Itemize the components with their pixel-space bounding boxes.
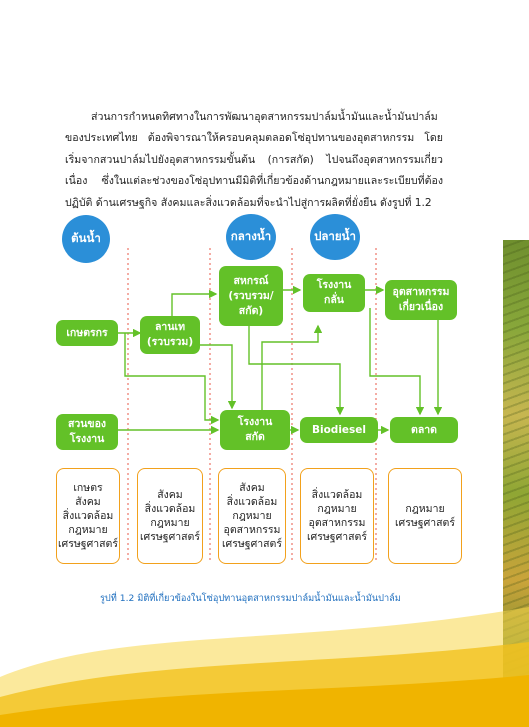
related-line-1: อุตสาหกรรม bbox=[392, 286, 450, 298]
box-market: ตลาด bbox=[390, 417, 458, 443]
box-collection-yard bbox=[140, 316, 200, 354]
coop-line-2: (รวบรวม/ bbox=[228, 289, 274, 302]
dim-1-4: กฎหมาย bbox=[68, 524, 108, 536]
dim-4-1: สิ่งแวดล้อม bbox=[311, 489, 363, 501]
dim-1-1: เกษตร bbox=[73, 482, 103, 494]
body-paragraph: ส่วนการกำหนดทิศทางในการพัฒนาอุตสาหกรรมปาล์มน้ำมันและน้ำมันปาล์มของประเทศไทย ต้องพิจารณาให้ครอบคลุมตลอดโซ่อุปทานของอุตสาหกรรม โดยเริ่มจากสวนปาล์มไปยังอุตสาหกรรมขั้นต้น (การสกัด) ไปจนถึงอุตสาหกรรมเกี่ยวเนื่อง ซึ่งในแต่ละช่วงของโซ่อุปทานมีมิติที่เกี่ยวข้องด้านกฎหมายและระเบียบที่ต้องปฏิบัติ ด้านเศรษฐกิจ สังคมและสิ่งแวดล้อมที่จะนำไปสู่การผลิตที่ยั่งยืน ดังรูปที่ 1.2 bbox=[65, 110, 443, 209]
dim-3-5: เศรษฐศาสตร์ bbox=[221, 538, 283, 550]
dimensions-collection bbox=[137, 468, 203, 564]
plantation-line-1: สวนของ bbox=[67, 418, 107, 430]
yard-line-1: ลานเท bbox=[154, 321, 186, 333]
dimensions-midstream bbox=[218, 468, 286, 564]
box-refinery bbox=[303, 274, 365, 312]
dim-4-2: กฎหมาย bbox=[317, 503, 357, 515]
dim-1-5: เศรษฐศาสตร์ bbox=[57, 538, 119, 550]
box-cooperative bbox=[219, 266, 283, 326]
badge-downstream: ปลายน้ำ bbox=[310, 214, 360, 260]
dimensions-market bbox=[388, 468, 462, 564]
box-biodiesel: Biodiesel bbox=[300, 417, 378, 443]
dim-2-1: สังคม bbox=[157, 489, 183, 501]
dim-5-2: เศรษฐศาสตร์ bbox=[394, 517, 456, 529]
figure-caption: รูปที่ 1.2 มิติที่เกี่ยวข้องในโซ่อุปทานอุตสาหกรรมปาล์มน้ำมันและน้ำมันปาล์ม bbox=[100, 593, 401, 604]
coop-line-3: สกัด) bbox=[238, 304, 264, 317]
dimensions-downstream bbox=[300, 468, 374, 564]
coop-line-1: สหกรณ์ bbox=[233, 274, 269, 287]
dimensions-upstream bbox=[56, 468, 120, 564]
box-related-industry bbox=[385, 280, 457, 320]
dim-3-1: สังคม bbox=[239, 482, 265, 494]
dim-1-3: สิ่งแวดล้อม bbox=[62, 510, 114, 522]
plantation-line-2: โรงงาน bbox=[69, 433, 105, 445]
mill-line-2: สกัด bbox=[245, 431, 265, 443]
badge-upstream: ต้นน้ำ bbox=[62, 215, 110, 263]
yard-line-2: (รวบรวม) bbox=[146, 336, 194, 348]
box-factory-plantation bbox=[56, 414, 118, 450]
box-extraction-mill bbox=[220, 410, 290, 450]
mill-line-1: โรงงาน bbox=[237, 416, 273, 428]
dim-4-4: เศรษฐศาสตร์ bbox=[306, 531, 368, 543]
refinery-line-1: โรงงาน bbox=[316, 279, 352, 291]
dim-3-3: กฎหมาย bbox=[232, 510, 272, 522]
dim-5-1: กฎหมาย bbox=[405, 503, 445, 515]
dim-2-4: เศรษฐศาสตร์ bbox=[139, 531, 201, 543]
badge-midstream: กลางน้ำ bbox=[226, 214, 276, 260]
refinery-line-2: กลั่น bbox=[324, 294, 344, 306]
dim-1-2: สังคม bbox=[75, 496, 101, 508]
box-farmer: เกษตรกร bbox=[56, 320, 118, 346]
related-line-2: เกี่ยวเนื่อง bbox=[398, 301, 444, 313]
dim-3-2: สิ่งแวดล้อม bbox=[226, 496, 278, 508]
dim-2-2: สิ่งแวดล้อม bbox=[144, 503, 196, 515]
dim-3-4: อุตสาหกรรม bbox=[223, 524, 281, 536]
dim-2-3: กฎหมาย bbox=[150, 517, 190, 529]
dim-4-3: อุตสาหกรรม bbox=[308, 517, 366, 529]
